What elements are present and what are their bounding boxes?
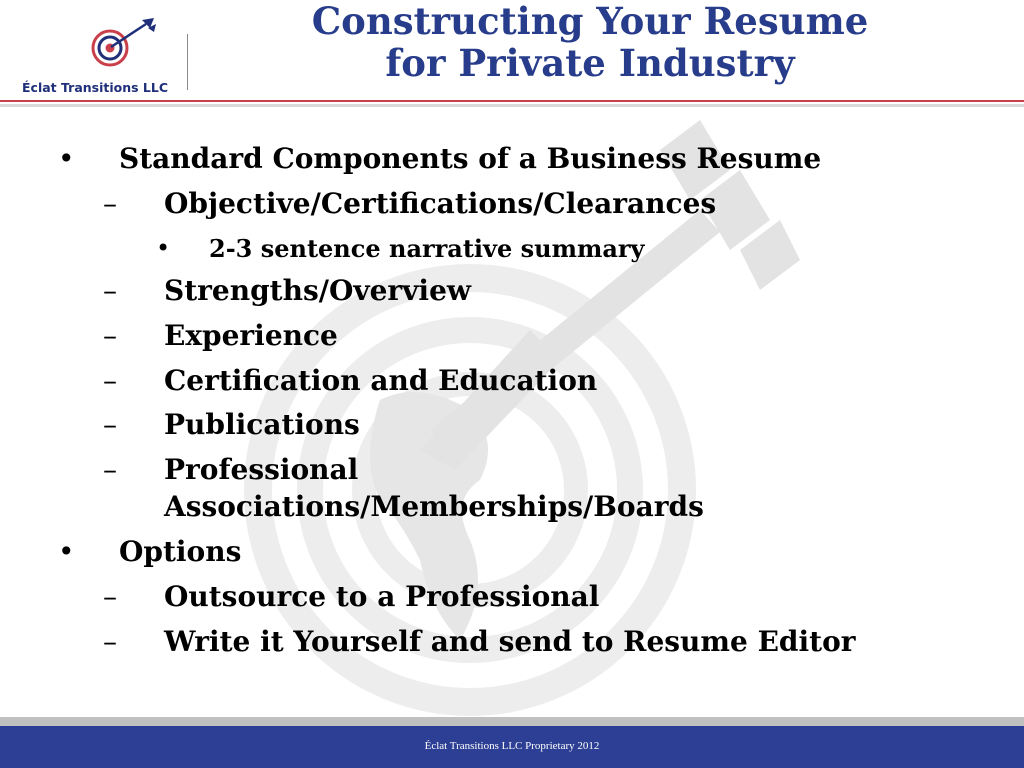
dash-marker: – [103, 319, 117, 352]
bullet-text: Publications [164, 408, 360, 441]
dash-marker: – [103, 625, 117, 658]
bullet-text: Write it Yourself and send to Resume Editor [164, 625, 856, 658]
footer-gray-band [0, 717, 1024, 726]
dash-marker: – [103, 187, 117, 220]
logo-divider [187, 34, 188, 90]
slide-title [200, 0, 980, 84]
dash-marker: – [103, 580, 117, 613]
bullet-text: Objective/Certifications/Clearances [164, 187, 717, 220]
dash-marker: – [103, 408, 117, 441]
dash-marker: – [103, 274, 117, 307]
dash-marker: – [103, 364, 117, 397]
bullet-text: Certification and Education [164, 364, 598, 397]
bullet-text: Associations/Memberships/Boards [164, 490, 704, 523]
bullet-text: Experience [164, 319, 338, 352]
slide-title-line-2: for Private Industry [385, 41, 795, 85]
slide-footer [0, 726, 1024, 768]
bullet-marker: • [156, 234, 171, 262]
bullet-marker: • [58, 142, 75, 175]
target-arrow-icon [84, 18, 162, 78]
bullet-marker: • [58, 535, 75, 568]
slide-header [0, 0, 1024, 112]
footer-copyright: Éclat Transitions LLC Proprietary 2012 [424, 740, 600, 752]
bullet-text: Strengths/Overview [164, 274, 471, 307]
bullet-text: Standard Components of a Business Resume [119, 142, 822, 175]
header-rule-gray [0, 104, 1024, 107]
dash-marker: – [103, 453, 117, 486]
header-rule-red [0, 100, 1024, 102]
bullet-text: 2-3 sentence narrative summary [209, 234, 645, 263]
slide-title-line-1: Constructing Your Resume [311, 0, 869, 43]
bullet-text: Options [119, 535, 242, 568]
company-name: Éclat Transitions LLC [22, 80, 169, 95]
company-logo [22, 18, 192, 98]
bullet-text: Professional [164, 453, 359, 486]
bullet-text: Outsource to a Professional [164, 580, 600, 613]
